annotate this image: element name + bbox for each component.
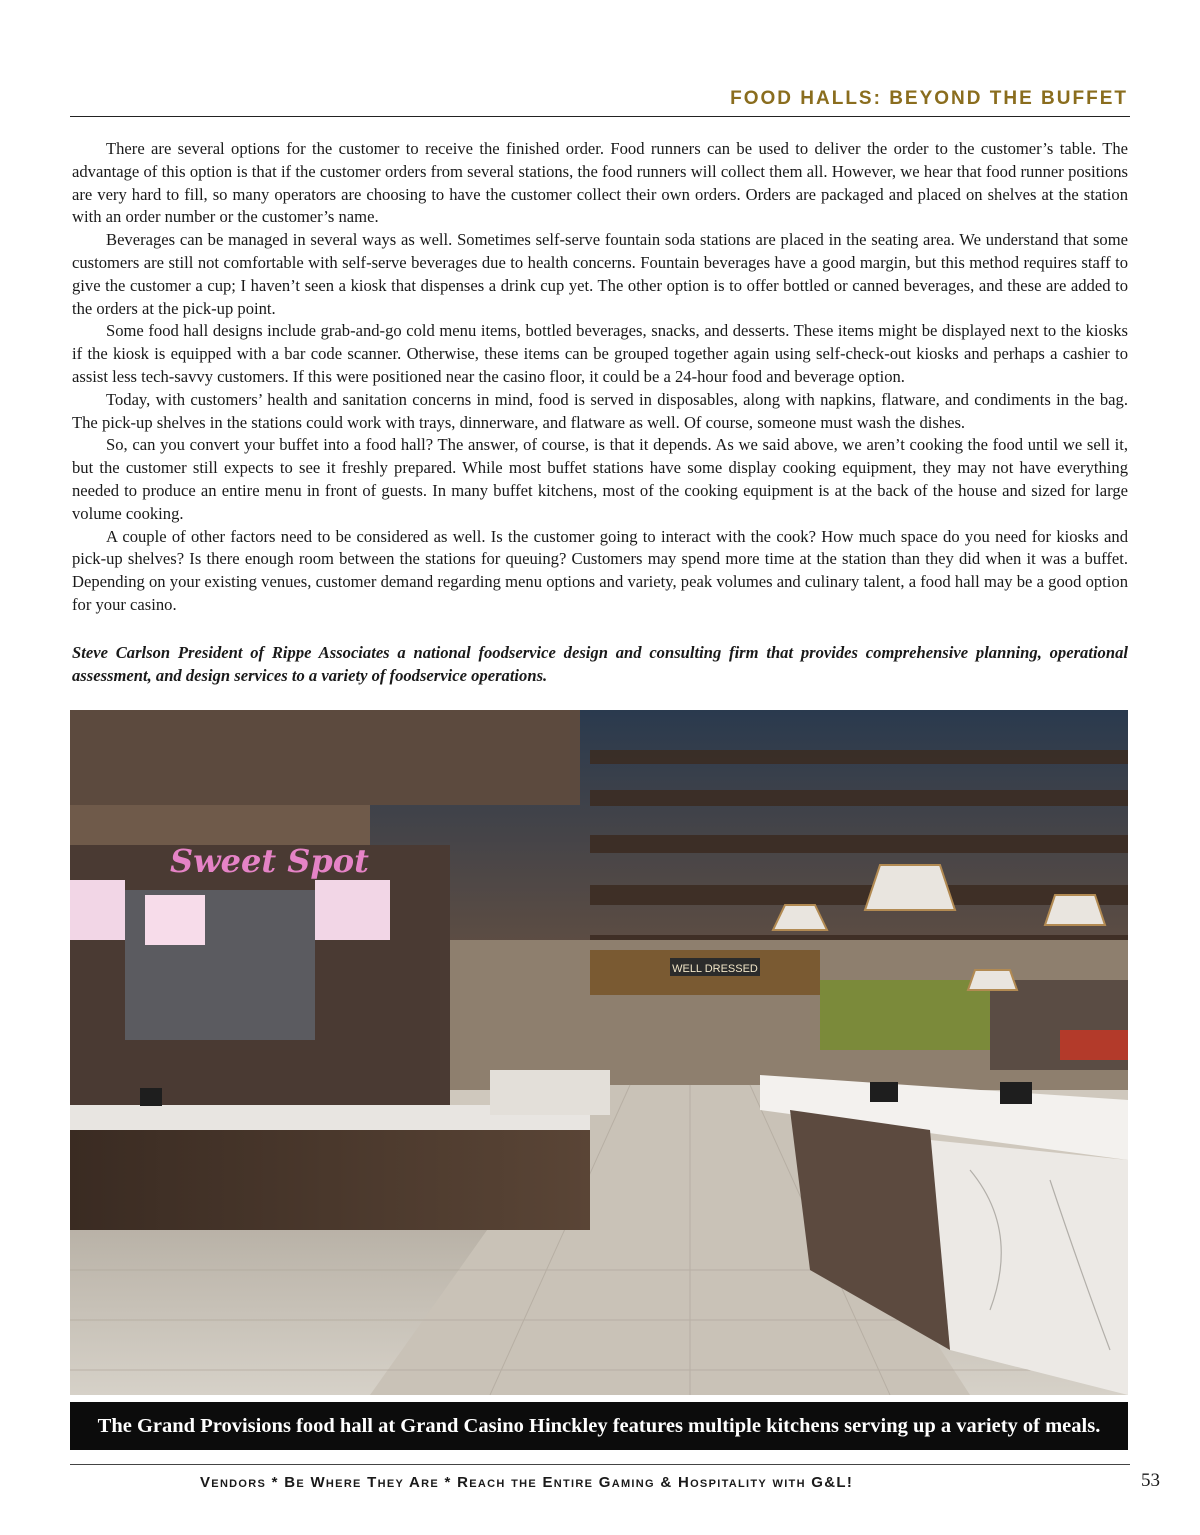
- article-body: [72, 138, 1128, 617]
- author-byline: Steve Carlson President of Rippe Associates a national foodservice design and consulting firm that provides comprehensive planning, operational assessment, and design services to a variety of foodservice operations.: [72, 643, 1128, 685]
- sweet-spot-sign: Sweet Spot: [170, 842, 369, 880]
- footer-rule: [70, 1464, 1130, 1465]
- paragraph-3: Some food hall designs include grab-and-go cold menu items, bottled beverages, snacks, and desserts. These items might be displayed next to the kiosks if the kiosk is equipped with a bar code scanner. Otherwise, these items can be grouped together again using self-check-out kiosks and perhaps a cashier to assist less tech-savvy customers. If this were positioned near the casino floor, it could be a 24-hour food and beverage option.: [72, 321, 1128, 386]
- section-title: FOOD HALLS: BEYOND THE BUFFET: [730, 88, 1128, 109]
- page-number: 53: [1141, 1470, 1160, 1491]
- paragraph-1: There are several options for the customer to receive the finished order. Food runners can be used to deliver the order to the customer’s table. The advantage of this option is that if the customer orders from several stations, the food runners will collect them all. However, we hear that food runner positions are very hard to fill, so many operators are choosing to have the customer collect their own orders. Orders are packaged and placed on shelves at the station with an order number or the customer’s name.: [72, 139, 1128, 227]
- paragraph-4: Today, with customers’ health and sanitation concerns in mind, food is served in disposables, along with napkins, flatware, and condiments in the bag. The pick-up shelves in the stations could work with trays, dinnerware, and flatware as well. Of course, someone must wash the dishes.: [72, 389, 1128, 432]
- photo-caption: The Grand Provisions food hall at Grand Casino Hinckley features multiple kitchens serving up a variety of meals.: [70, 1402, 1128, 1450]
- paragraph-2: Beverages can be managed in several ways as well. Sometimes self-serve fountain soda stations are placed in the seating area. We understand that some customers are still not comfortable with self-serve beverages due to health concerns. Fountain beverages have a good margin, but this method requires staff to give the customer a cup; I haven’t seen a kiosk that dispenses a drink cup yet. The other option is to offer bottled or canned beverages, and these are added to the orders at the pick-up point.: [72, 230, 1128, 318]
- food-hall-photo: [70, 710, 1128, 1395]
- footer-tagline: Vendors * Be Where They Are * Reach the Entire Gaming & Hospitality with G&L!: [200, 1474, 854, 1491]
- header-rule: [70, 116, 1130, 117]
- paragraph-6: A couple of other factors need to be considered as well. Is the customer going to interact with the cook? How much space do you need for kiosks and pick-up shelves? Is there enough room between the stations for queuing? Customers may spend more time at the station than they did when it was a buffet. Depending on your existing venues, customer demand regarding menu options and variety, peak volumes and culinary talent, a food hall may be a good option for your casino.: [72, 526, 1128, 614]
- well-dressed-sign: WELL DRESSED: [672, 963, 758, 975]
- paragraph-5: So, can you convert your buffet into a food hall? The answer, of course, is that it depends. As we said above, we aren’t cooking the food until we sell it, but the customer still expects to see it freshly prepared. While most buffet stations have some display cooking equipment, they may not have everything needed to produce an entire menu in front of guests. In many buffet kitchens, most of the cooking equipment is at the back of the house and sized for large volume cooking.: [72, 435, 1128, 523]
